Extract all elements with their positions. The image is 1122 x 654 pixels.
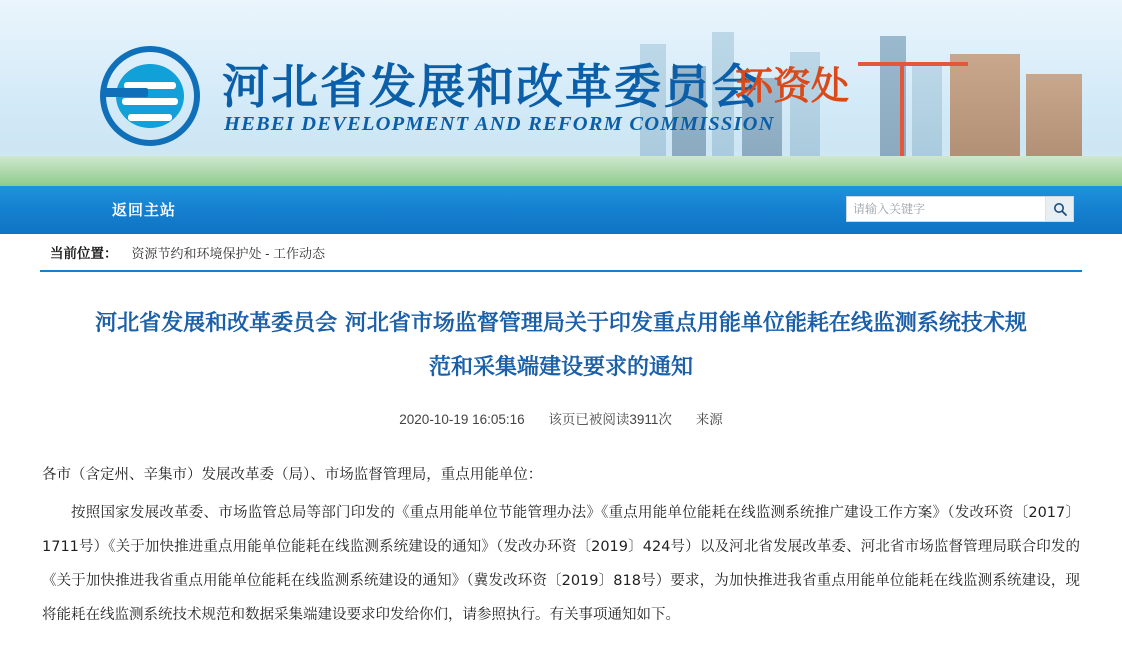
search-button[interactable] <box>1045 197 1073 221</box>
article-paragraph: 按照国家发展改革委、市场监管总局等部门印发的《重点用能单位节能管理办法》《重点用能单位能耗在线监测系统推广建设工作方案》（发改环资〔2017〕1711号）《关于加快推进重点用能单位能耗在线监测系统建设的通知》（发改办环资〔2019〕424号）以及河北省发展改革委、河北省市场监督管理局联合印发的《关于加快推进我省重点用能单位能耗在线监测系统建设的通知》（冀发改环资〔2019〕818号）要求，为加快推进我省重点用能单位能耗在线监测系统建设，现将能耗在线监测系统技术规范和数据采集端建设要求印发给你们，请参照执行。有关事项通知如下。 <box>42 505 1080 623</box>
skyline-decoration <box>950 54 1020 162</box>
search-icon <box>1053 202 1067 216</box>
article-meta <box>40 408 1082 428</box>
back-to-main-site-link[interactable]: 返回主站 <box>112 202 177 219</box>
search-box[interactable] <box>846 196 1074 222</box>
banner-greenery <box>0 156 1122 186</box>
crane-icon <box>858 62 968 66</box>
skyline-decoration <box>912 62 942 162</box>
crane-icon <box>900 64 904 156</box>
article-paragraph: 各市（含定州、辛集市）发展改革委（局）、市场监督管理局，重点用能单位： <box>42 467 543 483</box>
site-banner <box>0 0 1122 186</box>
breadcrumb <box>40 234 1082 272</box>
content-container <box>40 234 1082 632</box>
main-navbar <box>0 186 1122 234</box>
compass-globe-logo-icon <box>100 46 206 152</box>
article-source: 来源 <box>695 412 723 427</box>
page-title: 河北省发展和改革委员会 河北省市场监督管理局关于印发重点用能单位能耗在线监测系统技术规范和采集端建设要求的通知 <box>95 311 1027 380</box>
breadcrumb-path[interactable]: 资源节约和环境保护处 - 工作动态 <box>131 245 326 261</box>
department-title: 环资处 <box>735 64 850 108</box>
search-input[interactable] <box>847 198 1045 220</box>
breadcrumb-label: 当前位置： <box>50 246 118 261</box>
site-title-english: HEBEI DEVELOPMENT AND REFORM COMMISSION <box>224 113 775 135</box>
skyline-decoration <box>1026 74 1082 162</box>
article-body <box>40 458 1082 632</box>
publish-date: 2020-10-19 16:05:16 <box>399 412 525 427</box>
view-count: 该页已被阅读3911次 <box>548 412 672 427</box>
site-title: 河北省发展和改革委员会 <box>222 60 761 115</box>
